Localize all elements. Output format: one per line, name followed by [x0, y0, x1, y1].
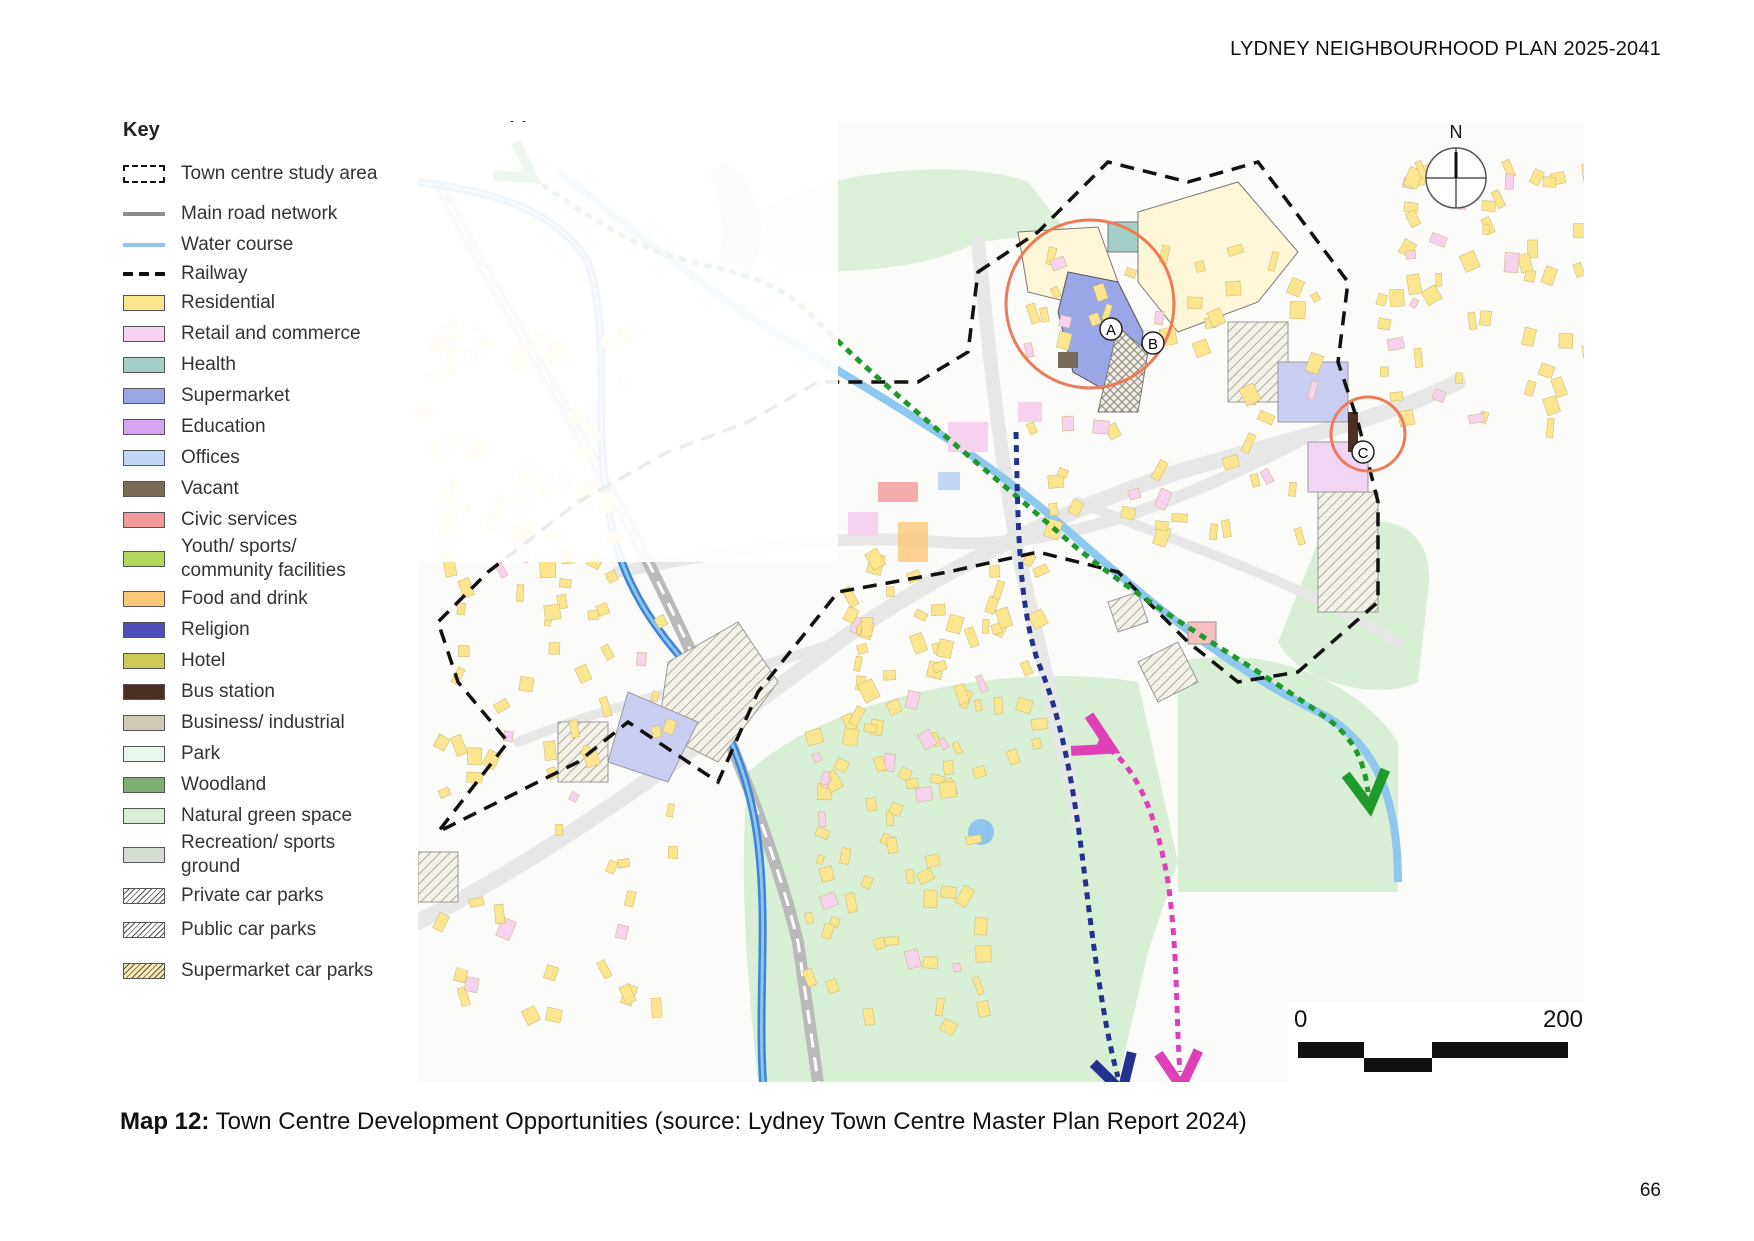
key-item-label: Vacant — [181, 477, 239, 499]
key-item — [123, 287, 403, 318]
key-item — [123, 504, 403, 535]
residential-building — [1479, 311, 1491, 326]
key-item-label: Health — [181, 353, 236, 375]
key-item — [123, 707, 403, 738]
residential-building — [1187, 297, 1202, 309]
residential-building — [994, 697, 1003, 714]
residential-building — [540, 561, 556, 578]
key-swatch — [123, 165, 165, 183]
key-item — [123, 645, 403, 676]
residential-building — [1093, 420, 1110, 434]
key-item-label: Retail and commerce — [181, 322, 361, 344]
residential-building — [668, 846, 678, 859]
key-item — [123, 583, 403, 614]
page-number: 66 — [1639, 1180, 1661, 1201]
key-item-label: Religion — [181, 618, 250, 640]
key-legend — [123, 119, 403, 995]
key-swatch — [123, 622, 165, 638]
key-item-label: Food and drink — [181, 587, 308, 609]
key-item-label: Civic services — [181, 508, 298, 530]
key-swatch — [123, 715, 165, 731]
key-item — [123, 879, 403, 913]
residential-building — [545, 1007, 562, 1023]
residential-building — [617, 858, 630, 868]
key-item-label: Park — [181, 742, 221, 764]
town-centre-map — [418, 122, 1584, 1082]
residential-building — [906, 778, 919, 789]
residential-building — [1390, 289, 1405, 307]
key-item — [123, 442, 403, 473]
key-swatch — [123, 847, 165, 863]
key-swatch — [123, 551, 165, 567]
residential-building — [887, 587, 895, 597]
key-item-label: Supermarket car parks — [181, 960, 374, 981]
key-item-label: Offices — [181, 446, 240, 468]
key-swatch — [123, 808, 165, 824]
residential-building — [1031, 718, 1047, 730]
key-item-label: Education — [181, 415, 266, 437]
residential-building — [974, 917, 987, 935]
residential-building — [1209, 524, 1217, 540]
key-swatch — [123, 746, 165, 762]
residential-building — [1481, 200, 1496, 212]
residential-building — [923, 957, 938, 969]
key-item — [123, 947, 403, 995]
key-item — [123, 198, 403, 229]
residential-building — [519, 676, 534, 692]
key-item-label: Water course — [181, 233, 294, 255]
marker-a — [1100, 318, 1122, 340]
key-swatch — [123, 326, 165, 342]
residential-building — [1155, 521, 1168, 531]
key-item-label: Woodland — [181, 773, 267, 795]
residential-building — [556, 824, 563, 835]
residential-building — [464, 977, 479, 993]
key-swatch — [123, 591, 165, 607]
key-item-label: Residential — [181, 291, 275, 313]
residential-building — [989, 565, 1000, 577]
residential-building — [1380, 367, 1388, 376]
residential-building — [943, 761, 954, 775]
residential-building — [1058, 315, 1071, 328]
svg-text:N: N — [1449, 122, 1463, 142]
key-item — [123, 831, 403, 879]
residential-building — [544, 741, 557, 761]
residential-building — [1032, 738, 1042, 750]
residential-building — [636, 652, 646, 666]
key-item-label: Supermarket — [181, 384, 290, 406]
residential-building — [467, 748, 482, 765]
key-item — [123, 535, 403, 583]
residential-building — [883, 670, 895, 680]
key-swatch — [123, 481, 165, 497]
scale-bar — [1288, 1002, 1584, 1082]
residential-building — [842, 728, 859, 746]
key-item-label: Hotel — [181, 649, 226, 671]
key-item-label: Main road network — [181, 202, 338, 224]
residential-building — [1378, 318, 1392, 331]
key-item — [123, 913, 403, 947]
key-item — [123, 150, 403, 198]
key-item — [123, 769, 403, 800]
residential-building — [982, 619, 989, 633]
residential-building — [866, 797, 877, 811]
residential-building — [1456, 373, 1463, 384]
key-item — [123, 229, 403, 260]
key-item-label: Recreation/ sports ground — [181, 832, 336, 877]
residential-building — [549, 643, 560, 655]
key-item — [123, 380, 403, 411]
residential-building — [864, 724, 878, 733]
marker-c — [1352, 441, 1374, 463]
residential-building — [1288, 482, 1296, 496]
key-item-label: Bus station — [181, 680, 275, 702]
marker-b — [1142, 332, 1164, 354]
residential-building — [939, 781, 957, 799]
key-item — [123, 260, 403, 287]
key-item-label: Railway — [181, 262, 248, 284]
key-item-label: Youth/ sports/ community facilities — [181, 536, 346, 581]
caption-text: Town Centre Development Opportunities (source: Lydney Town Centre Master Plan Report 2024) — [215, 1108, 1247, 1135]
svg-text:0: 0 — [1294, 1006, 1308, 1033]
residential-building — [1483, 225, 1490, 235]
residential-building — [1543, 177, 1556, 188]
key-swatch — [123, 512, 165, 528]
residential-building — [818, 812, 826, 828]
key-swatch — [123, 777, 165, 793]
key-swatch — [123, 272, 165, 276]
residential-building — [1436, 273, 1443, 286]
residential-building — [940, 886, 956, 899]
key-title: Key — [123, 119, 160, 141]
residential-building — [915, 786, 933, 802]
residential-building — [1574, 224, 1585, 238]
map-caption — [120, 1108, 1247, 1136]
residential-building — [1048, 503, 1058, 516]
residential-building — [906, 869, 915, 883]
residential-building — [886, 837, 898, 854]
residential-building — [588, 610, 599, 620]
key-swatch — [123, 243, 165, 247]
residential-building — [466, 772, 482, 783]
key-swatch — [123, 888, 165, 904]
key-item-label: Business/ industrial — [181, 711, 345, 733]
residential-building — [1546, 418, 1554, 438]
residential-building — [976, 946, 991, 963]
residential-building — [924, 890, 937, 907]
page-header: LYDNEY NEIGHBOURHOOD PLAN 2025-2041 — [1230, 38, 1661, 60]
key-item — [123, 614, 403, 645]
residential-building — [516, 584, 523, 601]
residential-building — [457, 603, 466, 615]
key-item — [123, 676, 403, 707]
key-item — [123, 318, 403, 349]
key-swatch — [123, 963, 165, 979]
residential-building — [544, 604, 561, 621]
residential-building — [953, 963, 961, 972]
residential-building — [458, 645, 469, 656]
key-swatch — [123, 212, 165, 216]
key-swatch — [123, 653, 165, 669]
key-item — [123, 738, 403, 769]
residential-building — [494, 904, 505, 924]
residential-building — [1559, 334, 1573, 349]
key-item — [123, 349, 403, 380]
svg-text:200: 200 — [1542, 1006, 1583, 1033]
key-swatch — [123, 922, 165, 938]
key-item-label: Town centre study area — [181, 163, 378, 184]
key-item — [123, 800, 403, 831]
residential-building — [1154, 311, 1164, 325]
key-swatch — [123, 388, 165, 404]
svg-text:C: C — [1357, 445, 1369, 462]
residential-building — [559, 579, 571, 588]
residential-building — [1390, 392, 1404, 402]
key-swatch — [123, 450, 165, 466]
key-item — [123, 473, 403, 504]
residential-building — [651, 726, 661, 738]
residential-building — [1504, 252, 1519, 272]
residential-building — [1172, 513, 1188, 522]
residential-building — [884, 936, 899, 945]
residential-building — [931, 604, 946, 616]
svg-text:A: A — [1105, 322, 1117, 339]
residential-building — [1062, 416, 1074, 431]
residential-building — [862, 617, 873, 636]
residential-building — [1225, 281, 1241, 296]
key-swatch — [123, 419, 165, 435]
residential-building — [1290, 301, 1306, 319]
residential-building — [1505, 174, 1514, 190]
key-swatch — [123, 684, 165, 700]
residential-building — [651, 998, 662, 1018]
residential-building — [925, 854, 940, 868]
residential-building — [1406, 250, 1416, 259]
key-swatch — [123, 357, 165, 373]
caption-prefix: Map 12: — [120, 1108, 210, 1135]
key-swatch — [123, 295, 165, 311]
svg-text:B: B — [1147, 336, 1159, 353]
key-item-label: Natural green space — [181, 804, 353, 826]
key-item — [123, 411, 403, 442]
key-item-label: Public car parks — [181, 919, 317, 940]
key-item-label: Private car parks — [181, 885, 324, 906]
